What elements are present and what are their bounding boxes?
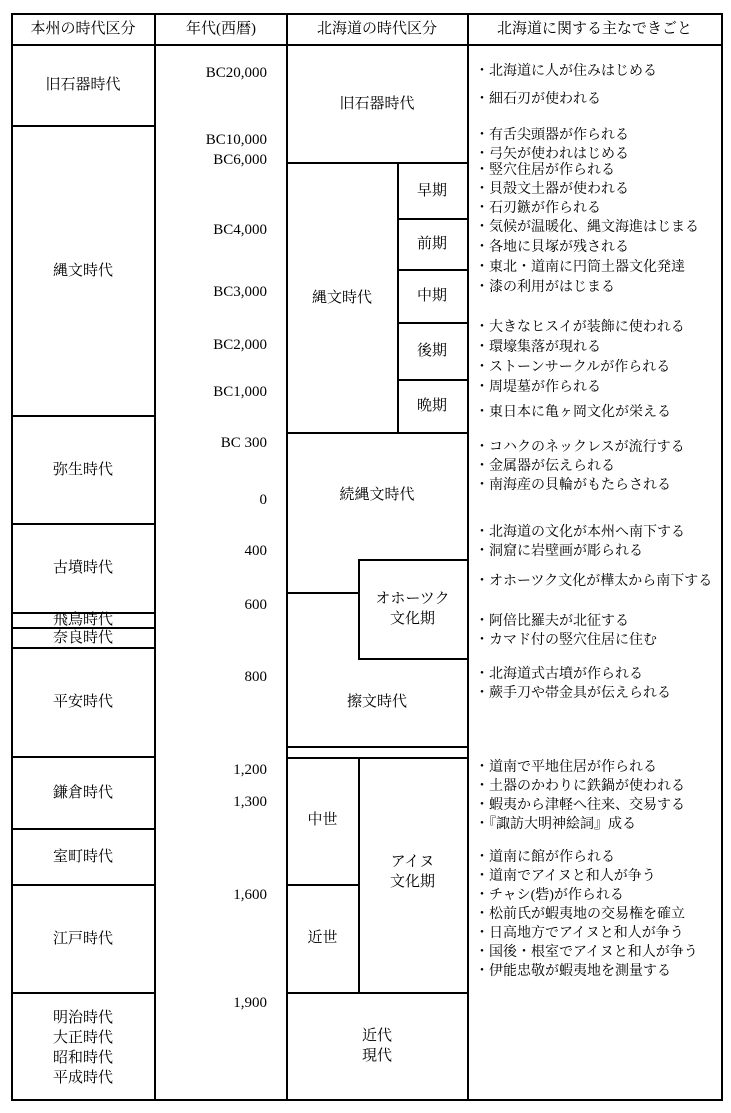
row-line xyxy=(11,828,155,830)
ainu-label-line1: アイヌ xyxy=(390,854,435,870)
row-line xyxy=(11,647,155,649)
header-year: 年代(西暦) xyxy=(186,21,256,37)
row-line xyxy=(11,523,155,525)
year-400: 400 xyxy=(244,543,267,559)
jomon-phase-middle: 中期 xyxy=(416,288,447,304)
header-hokkaido-periods: 北海道の時代区分 xyxy=(316,21,437,37)
event-item: ・気候が温暖化、縄文海進はじまる xyxy=(475,220,699,235)
honshu-period-modern-group xyxy=(11,1008,155,1088)
honshu-period-showa: 昭和時代 xyxy=(52,1050,113,1066)
event-item: ・蕨手刀や帯金具が伝えられる xyxy=(475,686,671,701)
event-item: ・環壕集落が現れる xyxy=(475,340,601,355)
jomon-phase-early: 早期 xyxy=(416,183,447,199)
event-item: ・細石刃が使われる xyxy=(475,92,601,107)
year-1200: 1,200 xyxy=(233,762,267,778)
honshu-period-taisho: 大正時代 xyxy=(52,1030,113,1046)
honshu-period-edo: 江戸時代 xyxy=(52,931,113,947)
year-bc20000: BC20,000 xyxy=(205,65,267,81)
modern-label-line2: 現代 xyxy=(361,1048,392,1064)
event-item: ・ストーンサークルが作られる xyxy=(475,360,671,375)
event-item: ・阿倍比羅夫が北征する xyxy=(475,614,629,629)
event-item: ・道南でアイヌと和人が争う xyxy=(475,869,656,884)
year-bc10000: BC10,000 xyxy=(205,132,267,148)
event-item: ・北海道に人が住みはじめる xyxy=(475,64,657,79)
jomon-phase-line xyxy=(397,379,467,381)
event-item: ・周堤墓が作られる xyxy=(475,380,601,395)
header-main-events: 北海道に関する主なできごと xyxy=(496,21,692,37)
modern-label-line1: 近代 xyxy=(361,1028,392,1044)
hokkaido-period-ainu xyxy=(358,852,467,892)
year-1900: 1,900 xyxy=(233,995,267,1011)
jomon-phase-first: 前期 xyxy=(416,236,447,252)
event-item: ・コハクのネックレスが流行する xyxy=(475,440,685,455)
event-item: ・東日本に亀ヶ岡文化が栄える xyxy=(475,405,671,420)
event-item: ・カマド付の竪穴住居に住む xyxy=(475,633,657,648)
jomon-phase-final: 晩期 xyxy=(416,398,447,414)
event-item: ・国後・根室でアイヌと和人が争う xyxy=(475,945,698,960)
honshu-period-yayoi: 弥生時代 xyxy=(52,462,113,478)
honshu-period-jomon: 縄文時代 xyxy=(52,263,113,279)
year-bc4000: BC4,000 xyxy=(213,222,267,238)
hokkaido-period-jomon: 縄文時代 xyxy=(311,290,372,306)
header-row-divider xyxy=(11,44,723,46)
medieval-section-top xyxy=(287,757,467,759)
year-bc2000: BC2,000 xyxy=(213,337,267,353)
event-item: ・道南に館が作られる xyxy=(475,850,615,865)
event-item: ・各地に貝塚が残される xyxy=(475,240,629,255)
epijomon-satsumon-line xyxy=(287,592,359,594)
event-item: ・漆の利用がはじまる xyxy=(475,280,615,295)
event-item: ・石刃鏃が作られる xyxy=(475,201,601,216)
event-item: ・蝦夷から津軽へ往来、交易する xyxy=(475,798,685,813)
year-bc6000: BC6,000 xyxy=(213,152,267,168)
hokkaido-cell-line xyxy=(287,432,467,434)
header-honshu-periods: 本州の時代区分 xyxy=(30,21,136,37)
honshu-period-asuka: 飛鳥時代 xyxy=(52,612,113,628)
ainu-label-line2: 文化期 xyxy=(389,874,435,890)
jomon-phase-line xyxy=(397,322,467,324)
row-line xyxy=(11,415,155,417)
row-line xyxy=(11,125,155,127)
year-0: 0 xyxy=(259,492,267,508)
event-item: ・土器のかわりに鉄鍋が使われる xyxy=(475,779,685,794)
event-item: ・チャシ(砦)が作られる xyxy=(475,888,624,903)
honshu-period-paleolithic: 旧石器時代 xyxy=(45,77,121,93)
row-line xyxy=(11,992,155,994)
event-item: ・松前氏が蝦夷地の交易権を確立 xyxy=(475,907,685,922)
event-item: ・『諏訪大明神絵詞』成る xyxy=(475,817,636,832)
jomon-phase-line xyxy=(397,269,467,271)
jomon-phase-line xyxy=(397,218,467,220)
year-600: 600 xyxy=(244,597,267,613)
honshu-period-kamakura: 鎌倉時代 xyxy=(52,785,113,801)
honshu-period-heisei: 平成時代 xyxy=(52,1070,113,1086)
year-bc1000: BC1,000 xyxy=(213,384,267,400)
medieval-earlymodern-line xyxy=(287,884,359,886)
event-item: ・伊能忠敬が蝦夷地を測量する xyxy=(475,964,671,979)
year-bc300: BC 300 xyxy=(220,435,267,451)
event-item: ・竪穴住居が作られる xyxy=(475,163,615,178)
honshu-period-meiji: 明治時代 xyxy=(52,1010,113,1026)
event-item: ・北海道式古墳が作られる xyxy=(475,667,643,682)
event-item: ・日高地方でアイヌと和人が争う xyxy=(475,926,684,941)
modern-section-top xyxy=(287,992,467,994)
honshu-period-kofun: 古墳時代 xyxy=(52,560,113,576)
honshu-period-heian: 平安時代 xyxy=(52,694,113,710)
year-1600: 1,600 xyxy=(233,887,267,903)
event-item: ・弓矢が使われはじめる xyxy=(475,147,629,162)
table-border-top xyxy=(11,13,723,15)
honshu-period-nara: 奈良時代 xyxy=(52,630,113,646)
okhotsk-box-bottom xyxy=(358,658,467,660)
event-item: ・洞窟に岩壁画が彫られる xyxy=(475,544,643,559)
hokkaido-period-satsumon: 擦文時代 xyxy=(346,694,407,710)
hokkaido-period-early-modern: 近世 xyxy=(307,930,338,946)
event-item: ・金属器が伝えられる xyxy=(475,459,615,474)
event-item: ・南海産の貝輪がもたらされる xyxy=(475,478,671,493)
event-item: ・貝殻文土器が使われる xyxy=(475,182,629,197)
hokkaido-cell-line xyxy=(287,162,467,164)
jomon-phase-late: 後期 xyxy=(416,343,447,359)
okhotsk-box-top xyxy=(358,559,467,561)
row-line xyxy=(11,884,155,886)
table-border-bottom xyxy=(11,1099,723,1101)
honshu-period-muromachi: 室町時代 xyxy=(52,849,113,865)
event-item: ・東北・道南に円筒土器文化発達 xyxy=(475,260,685,275)
year-bc3000: BC3,000 xyxy=(213,284,267,300)
satsumon-bottom-line xyxy=(287,746,467,748)
okhotsk-label-line2: 文化期 xyxy=(389,611,435,627)
event-item: ・道南で平地住居が作られる xyxy=(475,760,657,775)
hokkaido-period-modern xyxy=(287,1026,467,1066)
event-item: ・大きなヒスイが装飾に使われる xyxy=(475,320,685,335)
hokkaido-period-okhotsk xyxy=(358,589,467,629)
hokkaido-period-medieval: 中世 xyxy=(307,812,338,828)
table-border-right xyxy=(721,13,723,1101)
divider-col3-col4 xyxy=(467,13,469,1101)
row-line xyxy=(11,756,155,758)
event-item: ・有舌尖頭器が作られる xyxy=(475,128,629,143)
year-800: 800 xyxy=(244,669,267,685)
year-1300: 1,300 xyxy=(233,794,267,810)
hokkaido-period-epi-jomon: 続縄文時代 xyxy=(339,487,415,503)
okhotsk-label-line1: オホーツク xyxy=(375,591,450,607)
hokkaido-period-paleolithic: 旧石器時代 xyxy=(339,96,415,112)
event-item: ・北海道の文化が本州へ南下する xyxy=(475,525,685,540)
event-item: ・オホーツク文化が樺太から南下する xyxy=(475,574,713,589)
